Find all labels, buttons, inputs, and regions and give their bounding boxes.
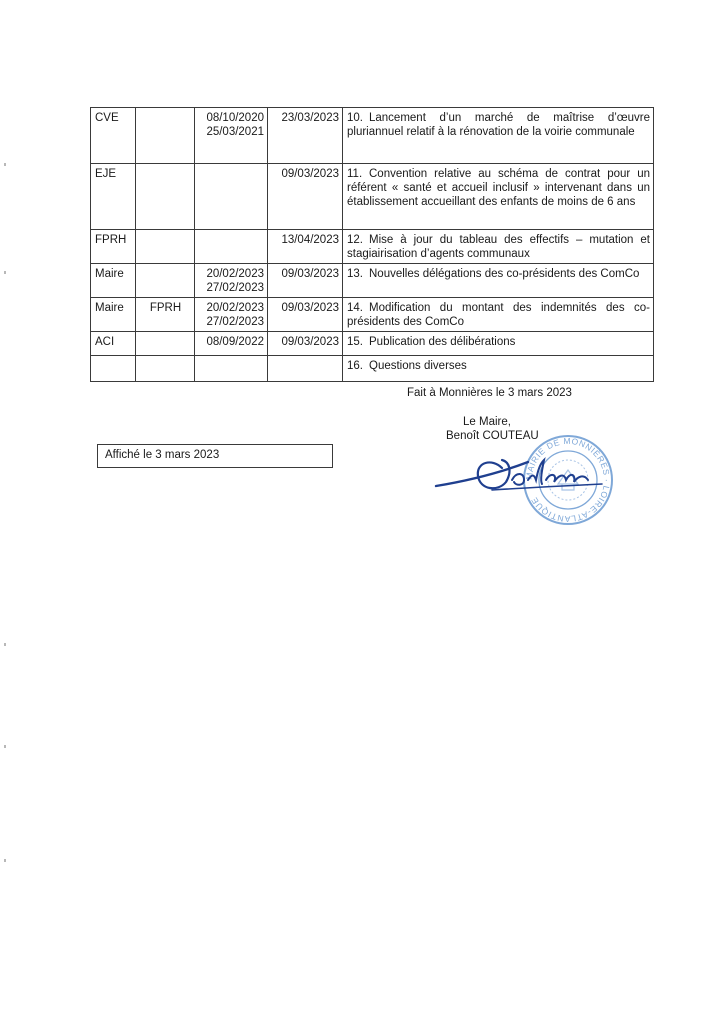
item-text: Questions diverses [369,360,467,372]
item-number: 14. [347,302,363,314]
commission-cell: Maire [91,298,136,332]
council-date-cell: 09/03/2023 [268,332,343,356]
mayor-signature [432,450,607,500]
item-text: Lancement d’un marché de maîtrise d’œuvre pluriannuel relatif à la rénovation de la voirie communale [347,112,650,138]
commission-date: 08/09/2022 [206,336,264,348]
item-text: Modification du montant des indemnités des co-présidents des ComCo [347,302,650,328]
commission-date: 08/10/2020 [206,112,264,124]
item-number: 12. [347,234,363,246]
agenda-item-cell [343,264,654,298]
commission-cell: CVE [91,108,136,164]
posting-notice-box [97,444,333,468]
agenda-item-cell [343,356,654,382]
co-commission-cell [136,164,195,230]
commission-dates-cell [195,264,268,298]
council-date-cell: 23/03/2023 [268,108,343,164]
commission-dates-cell [195,298,268,332]
commission-date: 27/02/2023 [206,316,264,328]
commission-cell [91,356,136,382]
commission-cell: ACI [91,332,136,356]
co-commission-cell [136,230,195,264]
council-date-cell: 09/03/2023 [268,298,343,332]
table-row [91,164,654,230]
co-commission-cell [136,356,195,382]
commission-date: 25/03/2021 [206,126,264,138]
commission-date: 20/02/2023 [206,302,264,314]
item-text: Mise à jour du tableau des effectifs – mutation et stagiairisation d’agents communaux [347,234,650,260]
commission-cell: EJE [91,164,136,230]
item-number: 16. [347,360,363,372]
table-row [91,356,654,382]
agenda-item-cell [343,230,654,264]
signature-place-date: Fait à Monnières le 3 mars 2023 [407,387,572,399]
item-text: Convention relative au schéma de contrat pour un référent « santé et accueil inclusif » intervenant dans un établissement accueillant des enfants de moins de 6 ans [347,168,650,208]
table-row [91,264,654,298]
table-row [91,332,654,356]
margin-mark [4,643,6,646]
item-text: Publication des délibérations [369,336,516,348]
agenda-item-cell [343,164,654,230]
margin-mark [4,859,6,862]
co-commission-cell [136,108,195,164]
agenda-table [90,107,654,382]
mayor-name: Benoît COUTEAU [446,430,539,442]
item-number: 10. [347,112,363,124]
council-date-cell: 09/03/2023 [268,264,343,298]
item-number: 13. [347,268,363,280]
item-text: Nouvelles délégations des co-présidents des ComCo [369,268,640,280]
agenda-item-cell [343,108,654,164]
commission-dates-cell [195,164,268,230]
commission-dates-cell [195,108,268,164]
co-commission-cell [136,264,195,298]
item-number: 11. [347,168,363,180]
item-number: 15. [347,336,363,348]
council-date-cell: 09/03/2023 [268,164,343,230]
co-commission-cell [136,332,195,356]
mayor-title: Le Maire, [463,416,511,428]
agenda-item-cell [343,332,654,356]
stamp-lettering: MAIRIE DE MONNIÈRES · LOIRE-ATLANTIQUE [523,435,613,525]
council-date-cell: 13/04/2023 [268,230,343,264]
margin-mark [4,271,6,274]
table-row [91,230,654,264]
commission-dates-cell [195,356,268,382]
posting-notice-text: Affiché le 3 mars 2023 [105,449,220,461]
commission-dates-cell [195,230,268,264]
commission-dates-cell [195,332,268,356]
commission-cell: FPRH [91,230,136,264]
commission-date: 20/02/2023 [206,268,264,280]
council-date-cell [268,356,343,382]
commission-cell: Maire [91,264,136,298]
table-row [91,298,654,332]
commission-date: 27/02/2023 [206,282,264,294]
margin-mark [4,163,6,166]
agenda-item-cell [343,298,654,332]
margin-mark [4,745,6,748]
table-row [91,108,654,164]
co-commission-cell: FPRH [136,298,195,332]
